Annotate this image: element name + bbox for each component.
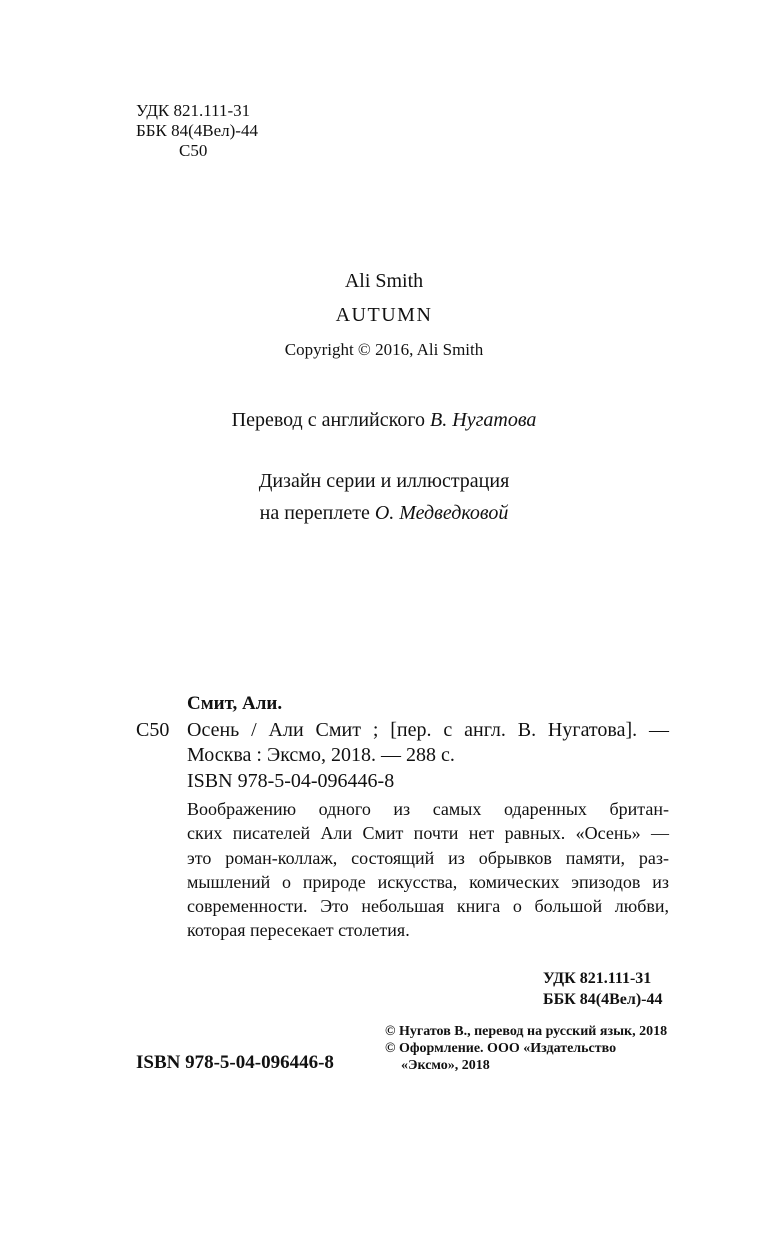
bibliography-author: Смит, Али.: [187, 693, 283, 714]
copyright-design: © Оформление. ООО «Издательство: [385, 1041, 617, 1056]
bbk-code: ББК 84(4Вел)-44: [136, 121, 258, 140]
translator-name: В. Нугатова: [430, 409, 537, 431]
bibliography-isbn: ISBN 978-5-04-096446-8: [187, 770, 395, 792]
design-credit-line1: Дизайн серии и иллюстрация: [258, 470, 510, 492]
bibliography-line1: Осень / Али Смит ; [пер. с англ. В. Нугатова]. —: [187, 719, 669, 741]
copyright-translation: © Нугатов В., перевод на русский язык, 2018: [385, 1024, 668, 1039]
author-code: С50: [179, 141, 208, 160]
annotation-line: которая пересекает столетия.: [187, 920, 410, 941]
design-credit-line2: [0, 502, 768, 525]
annotation-line: мышлений о природе искусства, комических эпизодов из: [187, 871, 669, 892]
original-title: AUTUMN: [335, 304, 433, 326]
udk-code-bottom: УДК 821.111-31: [543, 970, 652, 987]
annotation-line: современности. Это небольшая книга о большой любви,: [187, 896, 669, 917]
translation-prefix: Перевод с английского: [231, 409, 431, 431]
isbn-bottom: ISBN 978-5-04-096446-8: [136, 1052, 334, 1073]
design-prefix: на переплете: [259, 502, 375, 524]
annotation-line: это роман-коллаж, состоящий из обрывков памяти, раз-: [187, 847, 669, 868]
copyright-publisher: «Эксмо», 2018: [401, 1058, 490, 1073]
copyright-block-ru: [385, 1023, 667, 1074]
translation-credit: [0, 409, 768, 432]
bbk-code-bottom: ББК 84(4Вел)-44: [543, 991, 663, 1008]
bibliography-code: С50: [136, 719, 170, 741]
annotation-line: ских писателей Али Смит почти нет равных. «Осень» —: [187, 823, 669, 844]
annotation: [187, 797, 669, 943]
original-copyright: Copyright © 2016, Ali Smith: [284, 340, 484, 359]
classification-block-top: [136, 101, 258, 161]
designer-name: О. Медведковой: [374, 502, 509, 524]
original-author: Ali Smith: [344, 270, 424, 292]
udk-code: УДК 821.111-31: [136, 101, 251, 120]
bibliography-line2: Москва : Эксмо, 2018. — 288 с.: [187, 744, 455, 766]
annotation-line: Воображению одного из самых одаренных британ-: [187, 799, 669, 819]
classification-block-bottom: [543, 968, 663, 1010]
